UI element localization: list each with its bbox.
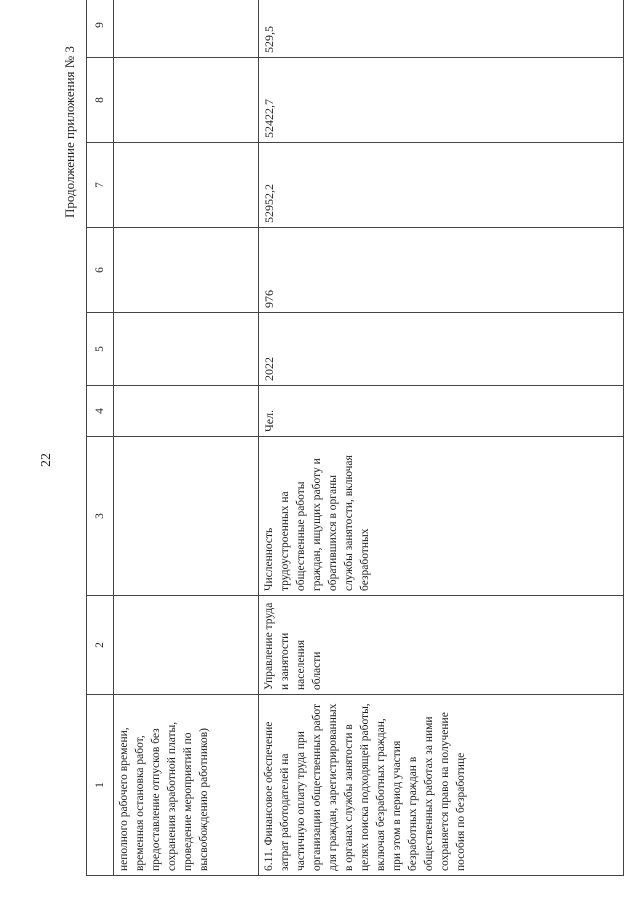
header-cell: 5 bbox=[87, 313, 114, 386]
value-cell: 52422,7 bbox=[259, 58, 624, 143]
table-cell bbox=[114, 596, 259, 695]
header-cell: 1 bbox=[87, 695, 114, 876]
header-cell: 3 bbox=[87, 437, 114, 596]
measure-cell: 6.11. Финансовое обеспечение затрат работодателей на частичную оплату труда при организации общественных работ для граждан, зарегистрированных в органах службы занятости в целях поиска подходящей работы, включая безработных граждан, при этом в период участия безработных граждан в общественных работах за ними сохраняется право на получение пособия по безработице bbox=[259, 695, 624, 876]
header-cell: 9 bbox=[87, 0, 114, 58]
rotated-table-wrapper bbox=[86, 16, 626, 876]
table-cell bbox=[114, 228, 259, 313]
header-row bbox=[87, 0, 114, 876]
table-row bbox=[259, 0, 624, 876]
table-row bbox=[114, 0, 259, 876]
table-cell bbox=[114, 313, 259, 386]
appendix-label: Продолжение приложения № 3 bbox=[62, 46, 77, 218]
unit-cell: Чел. bbox=[259, 386, 624, 437]
header-cell: 8 bbox=[87, 58, 114, 143]
executor-cell: Управление труда и занятости населения области bbox=[259, 596, 624, 695]
year-cell: 2022 bbox=[259, 313, 624, 386]
value-cell: 52952,2 bbox=[259, 143, 624, 228]
data-table bbox=[86, 0, 624, 876]
table-cell bbox=[114, 58, 259, 143]
table-cell bbox=[114, 386, 259, 437]
header-cell: 4 bbox=[87, 386, 114, 437]
table-cell bbox=[114, 143, 259, 228]
header-cell: 2 bbox=[87, 596, 114, 695]
indicator-cell: Численность трудоустроенных на общественные работы граждан, ищущих работу и обратившихся в органы службы занятости, включая безработных bbox=[259, 437, 624, 596]
value-cell: 976 bbox=[259, 228, 624, 313]
page-number: 22 bbox=[39, 453, 54, 467]
value-cell: 529,5 bbox=[259, 0, 624, 58]
table-cell bbox=[114, 0, 259, 58]
table-cell bbox=[114, 437, 259, 596]
measure-cell: неполного рабочего времени, временная остановка работ, предоставление отпусков без сохранения заработной платы, проведение мероприятий по высвобождению работников) bbox=[114, 695, 259, 876]
header-cell: 6 bbox=[87, 228, 114, 313]
header-cell: 7 bbox=[87, 143, 114, 228]
